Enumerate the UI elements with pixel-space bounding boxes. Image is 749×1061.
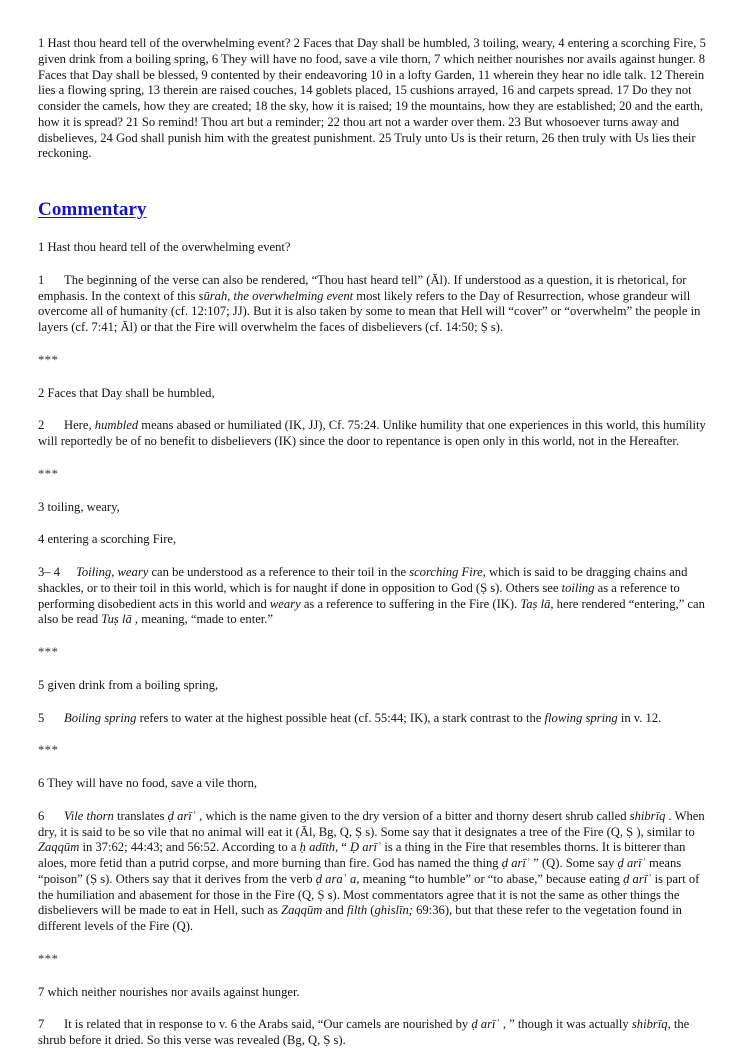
section-separator: *** — [38, 645, 59, 659]
commentary-sections — [38, 240, 712, 1049]
commentary-verse-number: 7 — [38, 1017, 45, 1032]
section-separator: *** — [38, 466, 59, 481]
commentary-heading-wrap — [38, 177, 712, 240]
commentary-verse-number: 1 — [38, 272, 45, 287]
commentary-paragraph — [38, 418, 712, 450]
commentary-text: Here, humbled means abased or humiliated (IK, JJ), Cf. 75:24. Unlike humility that one experiences in this world, this humility will reportedly be of no benefit to disbelievers (IK) since the door to repentance is open only in this world, not in the Hereafter. — [38, 418, 706, 448]
section-separator: *** — [38, 352, 59, 367]
commentary-text: It is related that in response to v. 6 the Arabs said, “Our camels are nourished by ḍ arīʾ , ” though it was actually shibrīq, the shrub before it dried. So this verse was revealed (Bg, Q, Ṣ s). — [38, 1017, 690, 1047]
commentary-verse-number: 2 — [38, 418, 45, 433]
commentary-paragraph — [38, 565, 712, 628]
commentary-paragraph — [38, 711, 712, 727]
commentary-text: The beginning of the verse can also be rendered, “Thou hast heard tell” (Āl). If understood as a question, it is rhetorical, for emphasis. In the context of this sūrah, the overwhelming event most likely refers to the Day of Resurrection, whose grandeur will overcome all of humanity (cf. 12:107; JJ). But it is also taken by some to mean that Hell will “cover” or “overwhelm” the people in layers (cf. 7:41; Āl) or that the Fire will overwhelm the faces of disbelievers (cf. 14:50; Ṣ s). — [38, 272, 701, 334]
verse-lemma: 5 given drink from a boiling spring, — [38, 677, 219, 692]
commentary-verse-number: 3– 4 — [38, 565, 61, 579]
commentary-paragraph — [38, 809, 712, 935]
page-title: Commentary — [38, 199, 147, 220]
verse-block-translation: 1 Hast thou heard tell of the overwhelming event? 2 Faces that Day shall be humbled, 3 toiling, weary, 4 entering a scorching Fire, 5 given drink from a boiling spring, 6 They will have no food, save a vile thorn, 7 which neither nourishes nor avails against hunger. 8 Faces that Day shall be blessed, 9 contented by their endeavoring 10 in a lofty Garden, 11 wherein they hear no idle talk. 12 Therein lies a flowing spring, 13 therein are raised couches, 14 goblets placed, 15 cushions arrayed, 16 and carpets spread. 17 Do they not consider the camels, how they are created; 18 the sky, how it is raised; 19 the mountains, how they are established; 20 and the earth, how it is spread? 21 So remind! Thou art but a reminder; 22 thou art not a warder over them. 23 But whosoever turns away and disbelieves, 24 God shall punish him with the greatest punishment. 25 Truly unto Us is their return, 26 then truly with Us lies their reckoning. — [38, 36, 706, 161]
verse-lemma: 6 They will have no food, save a vile thorn, — [38, 776, 258, 790]
commentary-text: Toiling, weary can be understood as a reference to their toil in the scorching Fire, which is said to be dragging chains and shackles, or to their toil in this world, which is for naught if done in opposition to God (Ṣ s). Others see toiling as a reference to performing disobedient acts in this world and weary as a reference to suffering in the Fire (IK). Taṣ lā, here rendered “entering,” can also be read Tuṣ lā , meaning, “made to enter.” — [38, 565, 705, 627]
commentary-paragraph — [38, 273, 712, 336]
commentary-text: Vile thorn translates ḍ arīʾ , which is the name given to the dry version of a bitter and thorny desert shrub called shibrīq . When dry, it is said to be so vile that no animal will eat it (Āl, Bg, Q, Ṣ s). Some say that it designates a tree of the Fire (Q, Ṣ ), similar to Zaqqūm in 37:62; 44:43; and 56:52. According to a ḥ adīth, “ Ḍ arīʾ is a thing in the Fire that resembles thorns. It is bitterer than aloes, more fetid than a putrid corpse, and more burning than fire. God has named the thing ḍ arīʾ ” (Q). Some say ḍ arīʾ means “poison” (Ṣ s). Others say that it derives from the verb ḍ araʿ a, meaning “to humble” or “to abase,” because eating ḍ arīʾ is part of the humiliation and abasement for those in the Fire (Q, Ṣ s). Most commentators agree that it is not the same as other things the disbelievers will be made to eat in Hell, such as Zaqqūm and filth (ghislīn; 69:36), but that these refer to the vegetation found in different levels of the Fire (Q). — [38, 808, 705, 933]
commentary-text: Boiling spring refers to water at the highest possible heat (cf. 55:44; IK), a stark contrast to the flowing spring in v. 12. — [64, 710, 662, 725]
verse-lemma: 7 which neither nourishes nor avails against hunger. — [38, 984, 300, 999]
section-separator: *** — [38, 743, 59, 758]
commentary-paragraph — [38, 1017, 712, 1049]
verse-lemma: 4 entering a scorching Fire, — [38, 532, 177, 547]
verse-lemma: 3 toiling, weary, — [38, 499, 120, 514]
commentary-verse-number: 6 — [38, 808, 45, 823]
verse-lemma: 2 Faces that Day shall be humbled, — [38, 385, 215, 400]
verse-lemma: 1 Hast thou heard tell of the overwhelming event? — [38, 240, 291, 254]
section-separator: *** — [38, 951, 59, 966]
commentary-verse-number: 5 — [38, 710, 45, 725]
